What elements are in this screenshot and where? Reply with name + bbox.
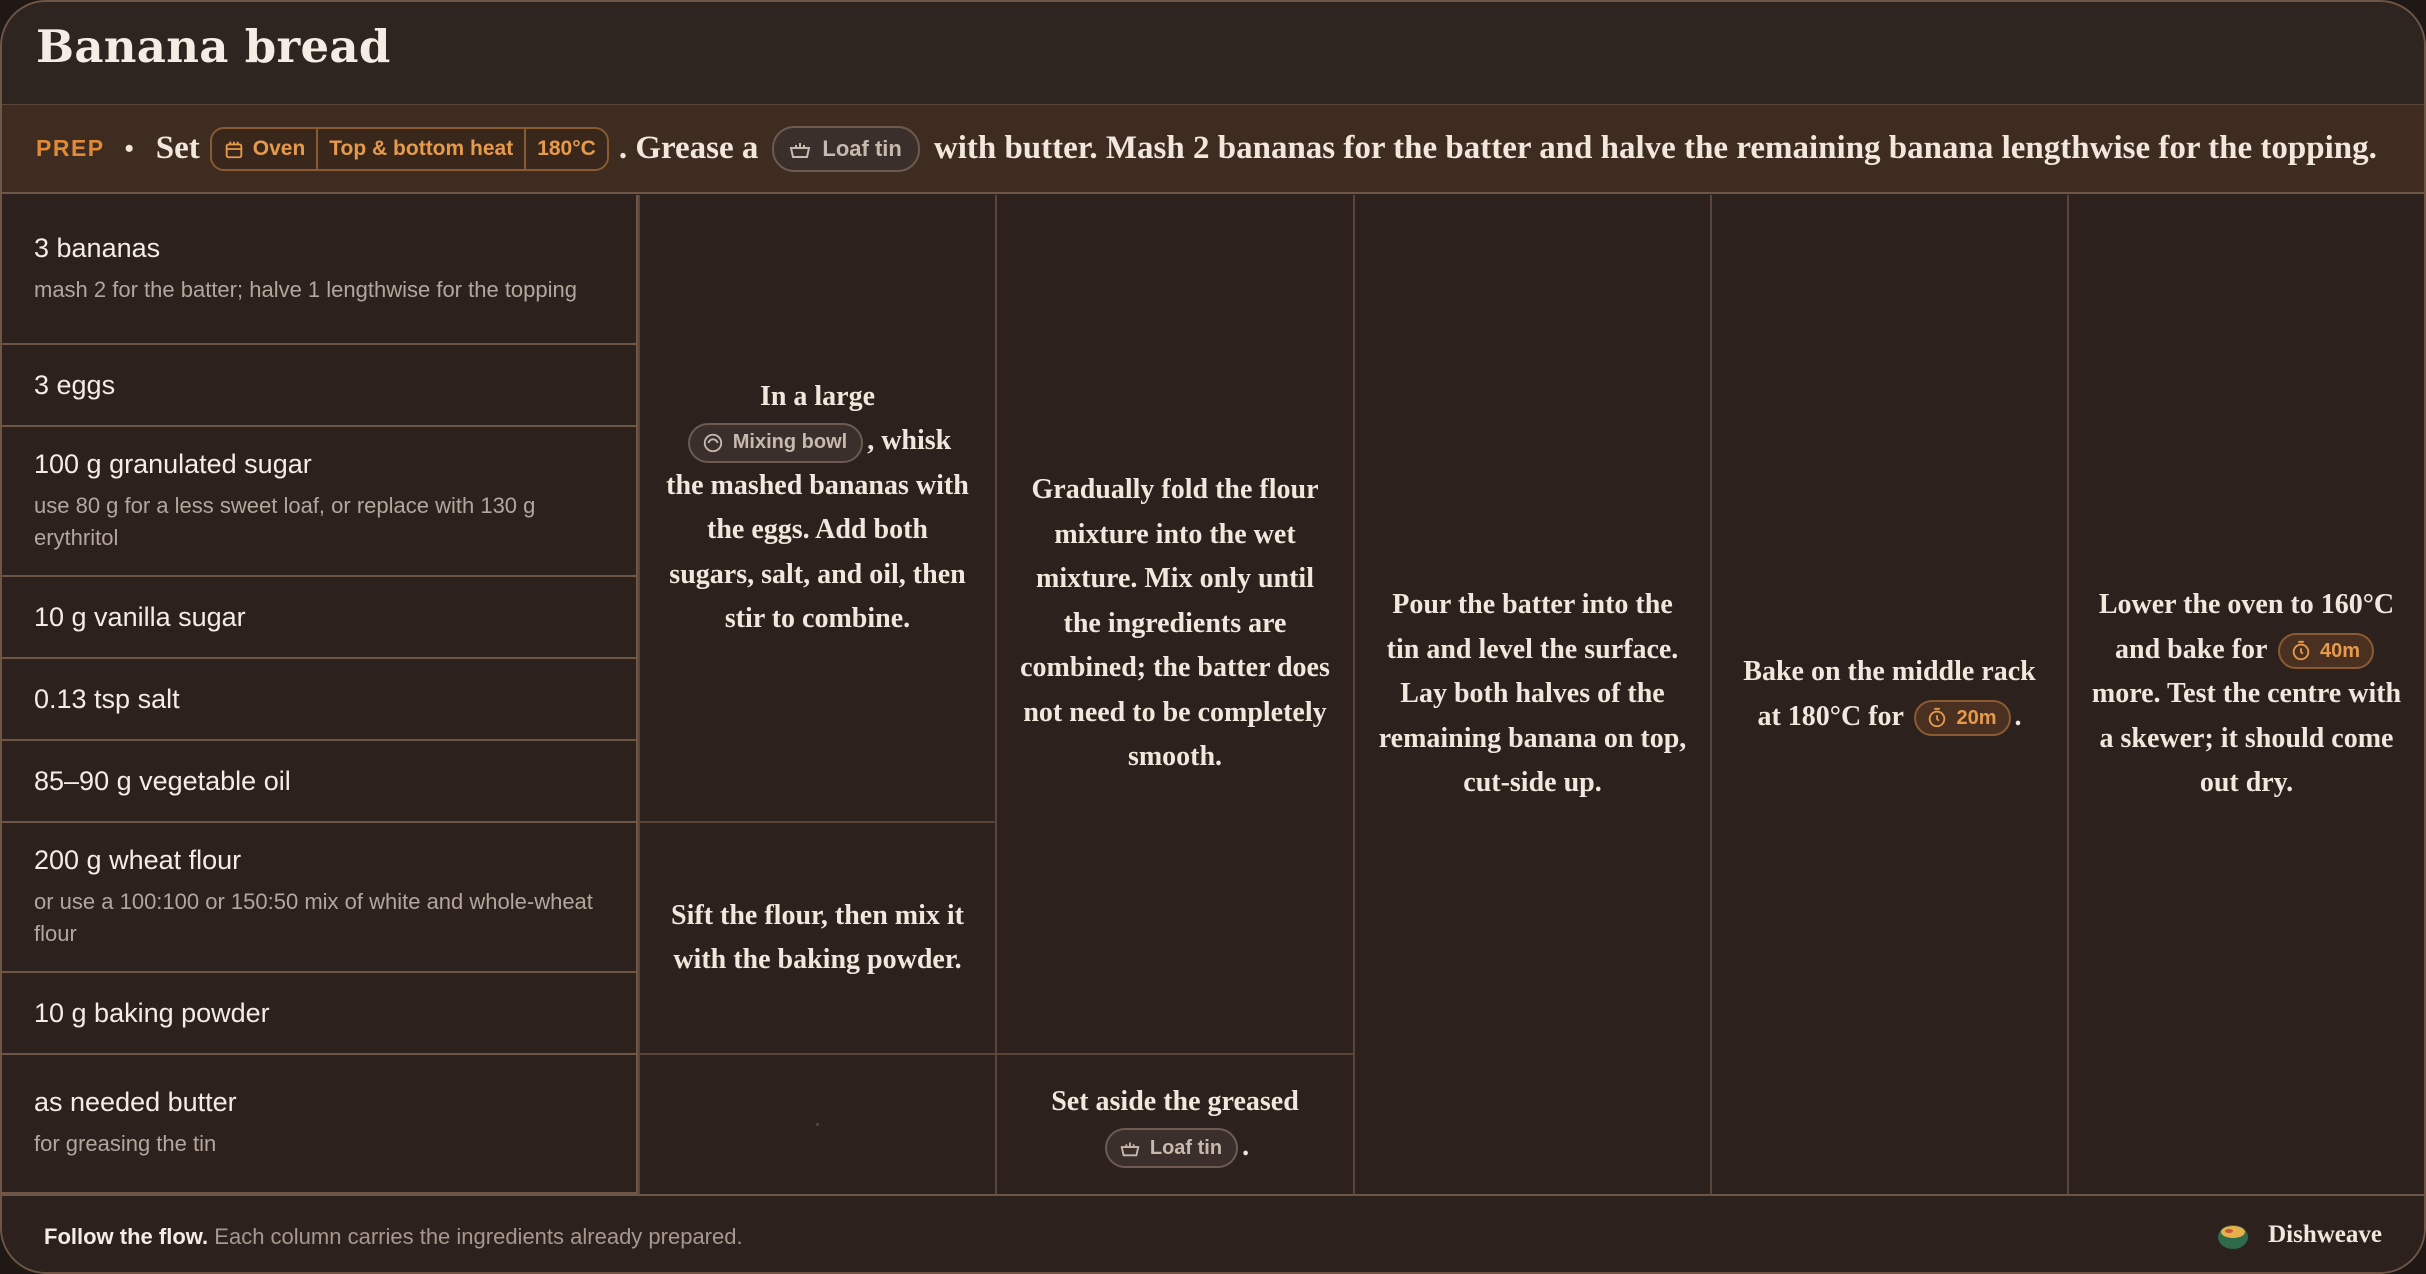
oven-icon (223, 138, 245, 160)
footer (2, 1194, 2424, 1274)
loaf-tin-chip[interactable] (1105, 1128, 1238, 1168)
timer-icon (1926, 707, 1948, 729)
dishweave-logo-icon (2216, 1218, 2250, 1252)
prep-bar (2, 105, 2424, 194)
ingredient-name: 3 eggs (34, 369, 116, 400)
step-bake (1710, 195, 2067, 1194)
step-aside (995, 1055, 1353, 1194)
footer-caption: Each column carries the ingredients already prepared. (214, 1224, 743, 1249)
ingredient-name: 85–90 g vegetable oil (34, 765, 291, 796)
ingredient-item (2, 973, 638, 1055)
timer-chip[interactable] (1914, 700, 2010, 736)
footer-text (44, 1224, 743, 1250)
oven-temp-segment: 180°C (524, 129, 607, 169)
ingredient-name: 3 bananas (34, 232, 161, 263)
oven-name-segment (212, 129, 317, 169)
loaf-tin-icon (1119, 1137, 1141, 1159)
step-pour-text: Pour the batter into the tin and level the surface. Lay both halves of the remaining banana on top, cut-side up. (1378, 589, 1687, 799)
prep-text-rest: with butter. Mash 2 bananas for the batter and halve the remaining banana lengthwise for the topping. (933, 130, 2377, 166)
ingredient-item (2, 1055, 638, 1194)
step-pour (1353, 195, 1710, 1194)
oven-name: Oven (252, 136, 306, 160)
brand-name: Dishweave (2268, 1221, 2382, 1248)
step-aside-after: . (1242, 1130, 1250, 1162)
brand[interactable] (2216, 1218, 2382, 1252)
timer-label: 20m (1956, 706, 1997, 729)
step-fold-text: Gradually fold the flour mixture into the wet mixture. Mix only until the ingredients are combined; the batter does not need to be completely smooth. (1020, 474, 1330, 773)
step-bake-after: . (2014, 700, 2022, 732)
ingredient-name: 200 g wheat flour (34, 844, 242, 875)
ingredient-note: for greasing the tin (34, 1131, 217, 1156)
ingredient-item (2, 577, 638, 659)
step-whisk-before: In a large (759, 380, 876, 412)
oven-mode-segment: Top & bottom heat (316, 129, 524, 169)
timer-icon (2290, 640, 2312, 662)
ingredient-note: or use a 100:100 or 150:50 mix of white and whole-wheat flour (34, 888, 593, 946)
step-sift (638, 823, 995, 1055)
recipe-title: Banana bread (36, 20, 391, 73)
timer-label: 40m (2319, 640, 2360, 663)
empty-flow-cell (638, 1055, 995, 1194)
loaf-tin-icon (788, 137, 812, 161)
ingredient-note: use 80 g for a less sweet loaf, or replace with 130 g erythritol (34, 492, 536, 550)
ingredient-item (2, 427, 638, 577)
step-sift-text: Sift the flour, then mix it with the baking powder. (671, 899, 964, 975)
ingredient-item (2, 823, 638, 973)
mixing-bowl-chip[interactable] (688, 423, 863, 463)
prep-bullet: • (124, 133, 134, 163)
step-lower-after: more. Test the centre with a skewer; it should come out dry. (2091, 678, 2402, 799)
step-fold (995, 195, 1353, 1055)
mixing-bowl-label: Mixing bowl (732, 431, 848, 454)
loaf-tin-label: Loaf tin (822, 135, 902, 161)
recipe-header (2, 2, 2424, 105)
ingredient-name: 10 g baking powder (34, 997, 270, 1028)
ingredient-name: as needed butter (34, 1087, 237, 1117)
flow-dot (816, 1123, 819, 1126)
prep-text-grease: . Grease a (618, 130, 759, 166)
ingredient-item (2, 741, 638, 823)
ingredient-item (2, 195, 638, 345)
timer-chip[interactable] (2278, 633, 2374, 669)
step-bake-before: Bake on the middle rack at 180°C for (1743, 656, 2036, 732)
step-whisk (638, 195, 995, 823)
step-lower-before: Lower the oven to 160°C and bake for (2098, 589, 2395, 665)
step-whisk-after: , whisk the mashed bananas with the eggs. Add both sugars, salt, and oil, then stir to combine. (666, 425, 969, 634)
oven-setting-chip[interactable] (210, 127, 609, 171)
ingredient-item (2, 659, 638, 741)
step-aside-before: Set aside the greased (1051, 1086, 1299, 1117)
loaf-tin-label: Loaf tin (1149, 1136, 1223, 1159)
step-lower (2067, 195, 2424, 1194)
mixing-bowl-icon (702, 432, 724, 454)
loaf-tin-chip[interactable] (772, 126, 919, 172)
ingredient-name: 100 g granulated sugar (34, 448, 312, 479)
ingredient-name: 0.13 tsp salt (34, 683, 180, 714)
prep-label: PREP (36, 135, 105, 161)
ingredient-item (2, 345, 638, 427)
ingredient-name: 10 g vanilla sugar (34, 601, 246, 632)
prep-text-set: Set (155, 130, 200, 166)
footer-strong: Follow the flow. (44, 1224, 209, 1249)
ingredient-note: mash 2 for the batter; halve 1 lengthwise for the topping (34, 276, 577, 302)
